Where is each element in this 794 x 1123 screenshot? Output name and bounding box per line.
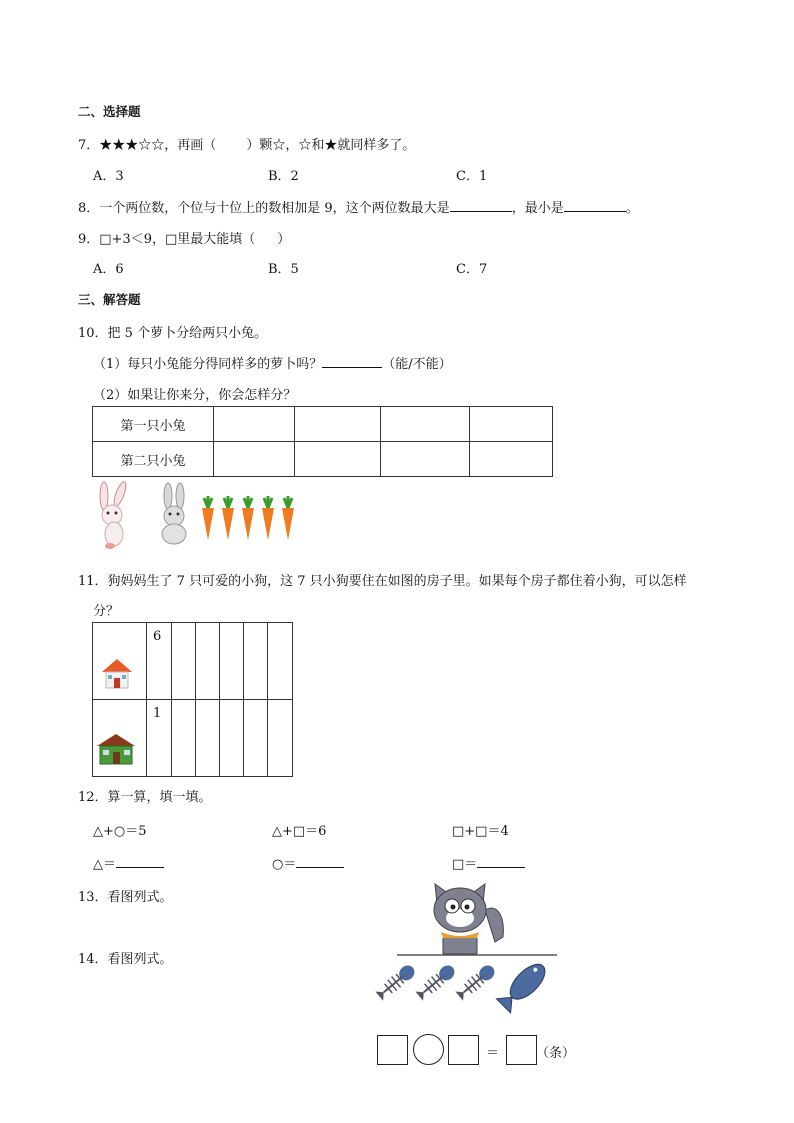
q12-equation-1: △+○＝5: [93, 824, 147, 839]
house-small-cell: [93, 623, 147, 700]
row-label-first-rabbit: 第一只小兔: [93, 407, 214, 442]
value-cell: 1: [147, 700, 172, 777]
fish-bone-icon: [415, 962, 458, 1001]
q10-stem: 10．把 5 个萝卜分给两只小兔。: [78, 326, 268, 341]
carrot-icon: [282, 496, 294, 540]
rabbits-carrots-illustration: [90, 482, 310, 552]
table-cell[interactable]: [381, 442, 470, 477]
q13-stem: 13．看图列式。: [78, 890, 173, 905]
question-7: [78, 134, 415, 153]
rabbit-icon: [100, 480, 128, 549]
q7-option-c[interactable]: C．1: [456, 169, 488, 184]
equals-sign: ＝: [486, 1046, 500, 1061]
answer-box-result[interactable]: [506, 1035, 537, 1065]
q8-text-a: 8．一个两位数，个位与十位上的数相加是 9，这个两位数最大是: [78, 201, 450, 216]
q11-stem-line2: 分？: [93, 604, 120, 619]
table-cell[interactable]: [214, 407, 295, 442]
carrot-icon: [202, 496, 214, 540]
q12-stem: 12．算一算，填一填。: [78, 790, 212, 805]
operator-circle[interactable]: [413, 1034, 444, 1065]
table-cell[interactable]: [172, 700, 196, 777]
q8-blank-min[interactable]: [564, 199, 626, 212]
table-cell[interactable]: [214, 442, 295, 477]
fish-bone-icon: [375, 962, 418, 1001]
table-cell[interactable]: [196, 623, 220, 700]
table-cell[interactable]: [470, 442, 553, 477]
carrot-icon: [262, 496, 274, 540]
q7-option-b[interactable]: B．2: [268, 169, 299, 184]
q12-answer-3: [452, 853, 525, 872]
fish-bone-icon: [455, 962, 498, 1001]
question-8: [78, 197, 639, 216]
section-title-answer: 三、解答题: [78, 292, 141, 307]
q12-equation-2: △+□＝6: [272, 824, 327, 839]
q9-option-c[interactable]: C．7: [456, 262, 488, 277]
table-cell[interactable]: [295, 407, 381, 442]
q12-blank-square[interactable]: [477, 855, 525, 868]
q12-blank-triangle[interactable]: [116, 855, 164, 868]
q10-sub2: （2）如果让你来分，你会怎样分？: [93, 388, 297, 403]
carrot-icon: [222, 496, 234, 540]
q8-blank-max[interactable]: [450, 199, 512, 212]
q12-answer-2: [272, 853, 344, 872]
answer-box-1[interactable]: [377, 1035, 408, 1065]
table-cell[interactable]: [220, 623, 244, 700]
table-cell[interactable]: [268, 700, 293, 777]
table-cell[interactable]: [470, 407, 553, 442]
q7-text-b: ）颗☆，☆和★就同样多了。: [246, 138, 416, 153]
q12-answer-label-triangle: △＝: [93, 857, 116, 872]
table-cell[interactable]: [268, 623, 293, 700]
q12-answer-label-circle: ○＝: [272, 857, 297, 872]
house-icon: [96, 732, 136, 768]
q8-text-b: ，最小是: [511, 201, 564, 216]
q10-division-table: [92, 406, 553, 477]
question-9: [78, 228, 290, 247]
q10-sub1: [93, 353, 452, 372]
table-cell[interactable]: [295, 442, 381, 477]
answer-box-2[interactable]: [448, 1035, 479, 1065]
table-cell[interactable]: [172, 623, 196, 700]
cat-icon: [434, 884, 503, 954]
table-cell[interactable]: [244, 700, 268, 777]
table-cell[interactable]: [244, 623, 268, 700]
q10-sub1-text: （1）每只小兔能分得同样多的萝卜吗？: [93, 357, 323, 372]
q8-text-c: 。: [625, 201, 639, 216]
q7-option-a[interactable]: A．3: [93, 169, 124, 184]
q12-equation-3: □+□＝4: [452, 824, 509, 839]
q12-answer-label-square: □＝: [452, 857, 478, 872]
q10-sub1-hint: （能/不能）: [382, 357, 452, 372]
value-cell: 6: [147, 623, 172, 700]
cat-fish-illustration: [375, 882, 565, 1022]
table-cell[interactable]: [381, 407, 470, 442]
q10-sub1-blank[interactable]: [322, 355, 382, 368]
section-title-choice: 二、选择题: [78, 104, 141, 119]
row-label-second-rabbit: 第二只小兔: [93, 442, 214, 477]
table-cell[interactable]: [220, 700, 244, 777]
q7-text-a: ，再画（: [164, 138, 217, 153]
carrot-icon: [242, 496, 254, 540]
q11-house-table: [92, 622, 293, 777]
q14-stem: 14．看图列式。: [78, 952, 173, 967]
q12-answer-1: [93, 853, 164, 872]
house-icon: [100, 657, 134, 691]
q7-stars: ★★★☆☆: [99, 138, 165, 153]
table-cell[interactable]: [196, 700, 220, 777]
unit-label: （条）: [536, 1046, 576, 1061]
q9-text-b: ）: [277, 232, 291, 247]
q12-blank-circle[interactable]: [296, 855, 344, 868]
q7-number: 7．: [78, 138, 100, 153]
fish-icon: [496, 958, 551, 1013]
q9-option-b[interactable]: B．5: [268, 262, 299, 277]
q9-option-a[interactable]: A．6: [93, 262, 124, 277]
house-large-cell: [93, 700, 147, 777]
q11-stem-line1: 11．狗妈妈生了 7 只可爱的小狗，这 7 只小狗要住在如图的房子里。如果每个房子都住着小狗，可以怎样: [78, 574, 687, 589]
rabbit-icon: [162, 483, 186, 544]
q9-text-a: 9．□+3＜9，□里最大能填（: [78, 232, 256, 247]
